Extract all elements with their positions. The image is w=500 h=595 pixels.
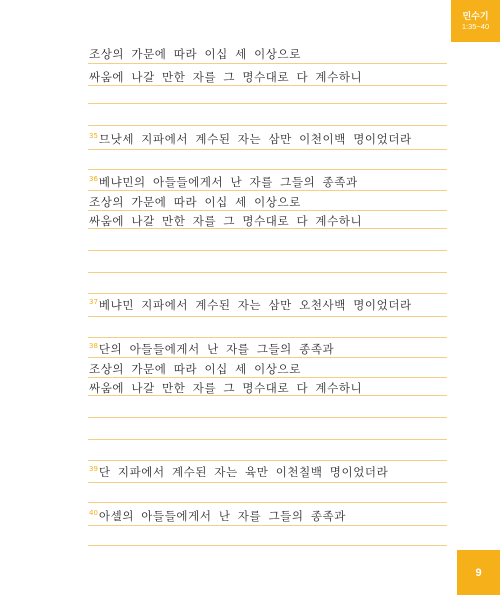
- verse-text: 베냐민의 아들들에게서 난 자를 그들의 종족과: [98, 175, 358, 189]
- verse-line: 싸움에 나갈 만한 자를 그 명수대로 다 계수하니: [89, 381, 363, 395]
- guide-rule: [88, 272, 447, 273]
- verse-line: 조상의 가문에 따라 이십 세 이상으로: [89, 195, 301, 209]
- verse-number: 39: [89, 465, 98, 473]
- verse-line: [89, 465, 449, 479]
- guide-rule: [88, 293, 447, 294]
- verse-line: [89, 298, 449, 312]
- guide-rule: [88, 417, 447, 418]
- verse-text: 아셀의 아들들에게서 난 자를 그들의 종족과: [98, 509, 346, 523]
- verse-range: 1:35~40: [461, 21, 490, 31]
- verse-line: 싸움에 나갈 만한 자를 그 명수대로 다 계수하니: [89, 70, 363, 84]
- verse-text: 베냐민 지파에서 계수된 자는 삼만 오천사백 명이었더라: [98, 298, 412, 312]
- guide-rule: [88, 103, 447, 104]
- guide-rule: [88, 125, 447, 126]
- guide-rule: [88, 85, 447, 86]
- verse-line: [89, 509, 449, 523]
- verse-line: 싸움에 나갈 만한 자를 그 명수대로 다 계수하니: [89, 214, 363, 228]
- guide-rule: [88, 439, 447, 440]
- guide-rule: [88, 377, 447, 378]
- page-number: 9: [457, 550, 500, 595]
- guide-rule: [88, 250, 447, 251]
- guide-rule: [88, 190, 447, 191]
- verse-number: 35: [89, 132, 98, 140]
- guide-rule: [88, 149, 447, 150]
- guide-rule: [88, 316, 447, 317]
- guide-rule: [88, 357, 447, 358]
- chapter-tab: [451, 0, 500, 42]
- verse-line: 조상의 가문에 따라 이십 세 이상으로: [89, 47, 301, 61]
- guide-rule: [88, 502, 447, 503]
- guide-rule: [88, 228, 447, 229]
- verse-line: [89, 342, 449, 356]
- verse-text: 단의 아들들에게서 난 자를 그들의 종족과: [98, 342, 335, 356]
- verse-text: 므낫세 지파에서 계수된 자는 삼만 이천이백 명이었더라: [98, 132, 412, 146]
- verse-text: 단 지파에서 계수된 자는 육만 이천칠백 명이었더라: [98, 465, 389, 479]
- verse-line: [89, 132, 449, 146]
- guide-rule: [88, 395, 447, 396]
- verse-line: 조상의 가문에 따라 이십 세 이상으로: [89, 362, 301, 376]
- guide-rule: [88, 545, 447, 546]
- guide-rule: [88, 482, 447, 483]
- guide-rule: [88, 169, 447, 170]
- guide-rule: [88, 525, 447, 526]
- verse-number: 37: [89, 298, 98, 306]
- book-title: 민수기: [462, 11, 489, 22]
- verse-number: 38: [89, 342, 98, 350]
- verse-number: 36: [89, 175, 98, 183]
- verse-number: 40: [89, 509, 98, 517]
- guide-rule: [88, 337, 447, 338]
- guide-rule: [88, 460, 447, 461]
- guide-rule: [88, 210, 447, 211]
- verse-line: [89, 175, 449, 189]
- guide-rule: [88, 63, 447, 64]
